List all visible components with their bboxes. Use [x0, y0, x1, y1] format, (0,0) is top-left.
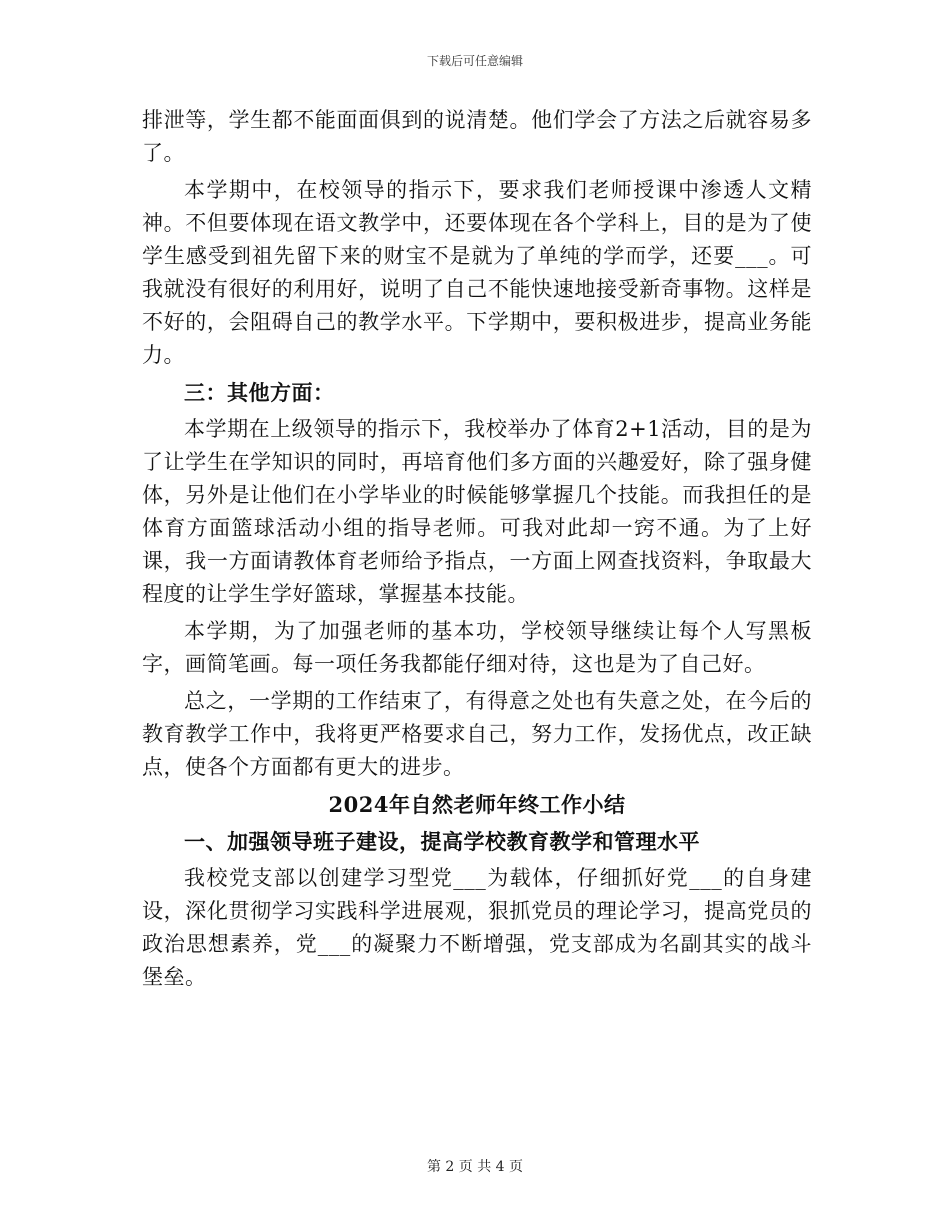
- paragraph-continuation: 排泄等，学生都不能面面俱到的说清楚。他们学会了方法之后就容易多了。: [142, 108, 812, 165]
- paragraph-party-building: 我校党支部以创建学习型党___为载体，仔细抓好党___的自身建设，深化贯彻学习实践科学进展观，狠抓党员的理论学习，提高党员的政治思想素养，党___的凝聚力不断增强，党支部成为名副其实的战斗堡垒。: [142, 866, 812, 989]
- paragraph-conclusion: 总之，一学期的工作结束了，有得意之处也有失意之处，在今后的教育教学工作中，我将更严格要求自己，努力工作，发扬优点，改正缺点，使各个方面都有更大的进步。: [142, 689, 812, 779]
- section-heading-leadership: 一、加强领导班子建设，提高学校教育教学和管理水平: [184, 829, 700, 854]
- document-body: [142, 104, 812, 998]
- paragraph-sports-activity: 本学期在上级领导的指示下，我校举办了体育2+1活动，目的是为了让学生在学知识的同时，再培育他们多方面的兴趣爱好，除了强身健体，另外是让他们在小学毕业的时候能够掌握几个技能。而我担任的是体育方面篮球活动小组的指导老师。可我对此却一窍不通。为了上好课，我一方面请教体育老师给予指点，一方面上网查找资料，争取最大程度的让学生学好篮球，掌握基本技能。: [142, 417, 812, 606]
- page-header: 下载后可任意编辑: [426, 54, 523, 68]
- section-heading-other: 三：其他方面：: [184, 380, 335, 405]
- paragraph-humanities: 本学期中，在校领导的指示下，要求我们老师授课中渗透人文精神。不但要体现在语文教学中，还要体现在各个学科上，目的是为了使学生感受到祖先留下来的财宝不是就为了单纯的学而学，还要___。可我就没有很好的利用好，说明了自己不能快速地接受新奇事物。这样是不好的，会阻碍自己的教学水平。下学期中，要积极进步，提高业务能力。: [142, 178, 812, 367]
- page-number: 第 2 页 共 4 页: [426, 1159, 524, 1175]
- paragraph-basic-skills: 本学期，为了加强老师的基本功，学校领导继续让每个人写黑板字，画简笔画。每一项任务我都能仔细对待，这也是为了自己好。: [142, 619, 812, 676]
- document-title: 2024年自然老师年终工作小结: [328, 792, 626, 817]
